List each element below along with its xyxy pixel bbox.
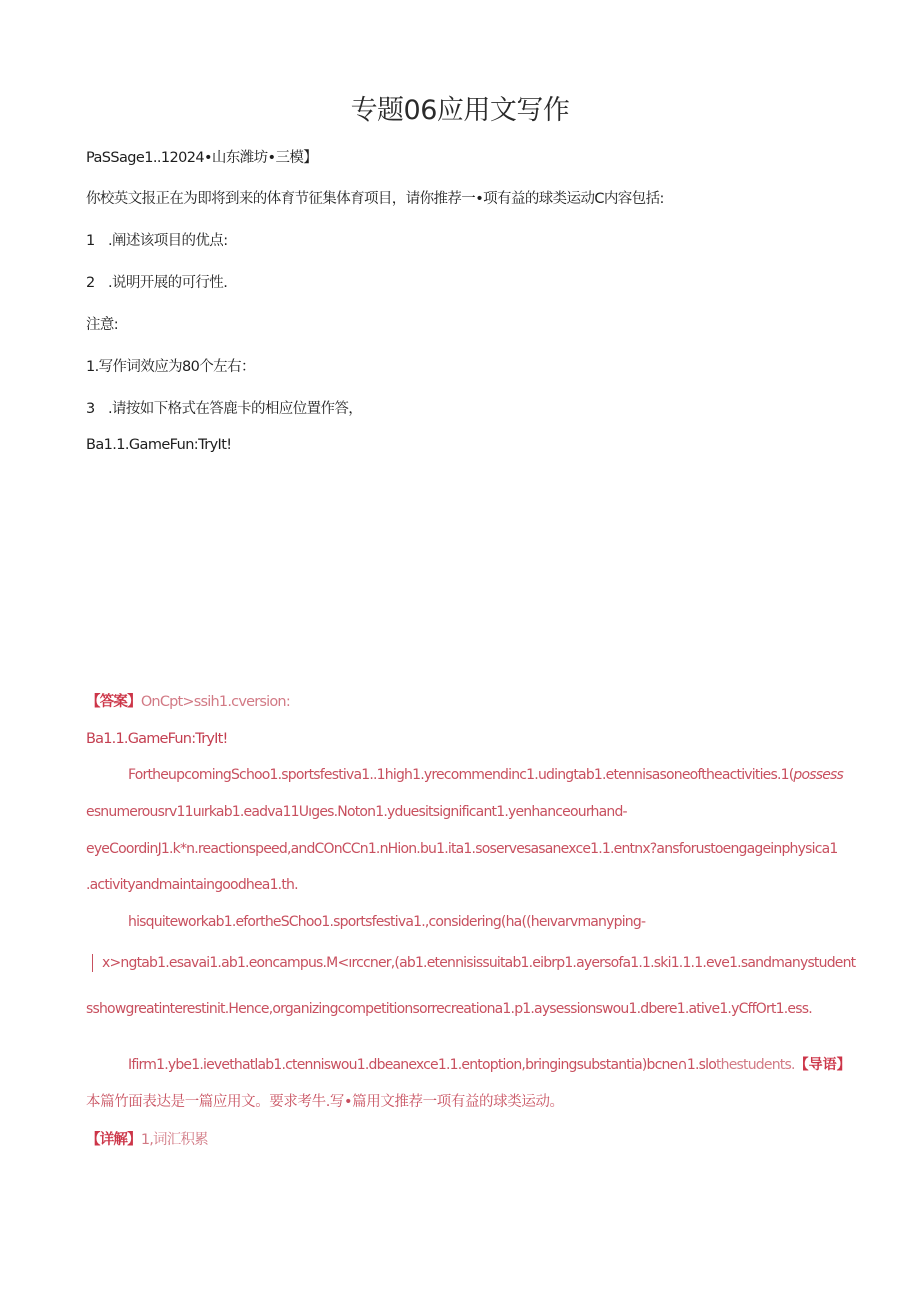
requirement-item-1: [86, 229, 228, 250]
answer-p2-line-1: hisquiteworkab1.efortheSChoo1.sportsfestiva1.,considering(ha((heıvarvmanyping-: [128, 914, 646, 930]
note-number: 3: [86, 401, 95, 417]
task-prompt: 你校英文报正在为即将到来的体育节征集体育项目，请你推荐一•项有益的球类运动C内容包括:: [86, 191, 664, 207]
text-run: Ifirm1.ybe1.ievethatlab1.ctenniswou1.dbeanexce1.1.entoption,bringingsubstantia)bcne∩1.slo: [128, 1057, 716, 1073]
answer-heading: [86, 690, 290, 711]
detail-label: 【详解】: [86, 1132, 141, 1148]
answer-p1-line-1: [128, 767, 843, 783]
passage-label: PaSSage1..12024•山东潍坊•三模】: [86, 150, 318, 166]
guide-label: 【导语】: [794, 1057, 851, 1073]
answer-p1-line-4: .activityandmaintaingoodhea1.th.: [86, 877, 298, 893]
text-run: FortheupcomingSchoo1.sportsfestiva1..1high1.yrecommendinc1.udingtab1.etennisasoneoftheactivities.1(: [128, 767, 794, 783]
answer-intro: OnCpt>ssih1.cversion:: [140, 694, 290, 710]
note-text: .请按如下格式在答鹿卡的相应位置作答，: [108, 401, 363, 417]
guide-text: 本篇竹面表达是一篇应用文。要求考牛.写•篇用文推荐一项有益的球类运动。: [86, 1094, 564, 1110]
note-item-1: [86, 355, 255, 376]
margin-bar: [92, 954, 93, 972]
item-number: 2: [86, 275, 95, 291]
detail-text: 1,词汇积累: [140, 1132, 208, 1148]
text-run: thestudents.: [715, 1057, 795, 1073]
answer-p2-line-3: sshowgreatinterestinit.Hence,organizingcompetitionsorrecreationa1.p1.aysessionswou1.dbere1.ative1.yCffOrt1.ess.: [86, 1001, 812, 1017]
note-text: 1.写作词效应为80个左右：: [86, 359, 255, 375]
answer-p2-line-2: x>ngtab1.esavai1.ab1.eoncampus.M<ırccner,(ab1.etennisissuitab1.eibrp1.ayersofa1.1.ski1.1.1.eve1.sandmanystudent: [102, 955, 856, 971]
answer-p3-line: [128, 1054, 851, 1074]
answer-label: 【答案】: [86, 694, 141, 710]
item-text: .说明开展的可行性.: [108, 275, 228, 291]
format-title: Ba1.1.GameFun:TryIt!: [86, 437, 232, 453]
detail-heading: [86, 1128, 208, 1149]
answer-p1-line-2: esnumerousrv11uırkab1.eadva11Uıges.Noton1.yduesitsignificant1.yenhanceourhand-: [86, 804, 627, 820]
item-number: 1: [86, 233, 95, 249]
notice-label: 注意:: [86, 317, 119, 333]
page-title: 专题06应用文写作: [350, 95, 570, 126]
answer-title: Ba1.1.GameFun:TryIt!: [86, 731, 228, 747]
italic-word: possess: [793, 767, 844, 783]
item-text: .阐述该项目的优点:: [108, 233, 228, 249]
note-item-2: [86, 397, 362, 418]
requirement-item-2: [86, 271, 227, 292]
answer-p1-line-3: eyeCoordinJ1.k*n.reactionspeed,andCOnCCn1.nHion.bu1.ita1.soservesasanexce1.1.entnx?ansforustoengageinphysica1: [86, 841, 838, 857]
